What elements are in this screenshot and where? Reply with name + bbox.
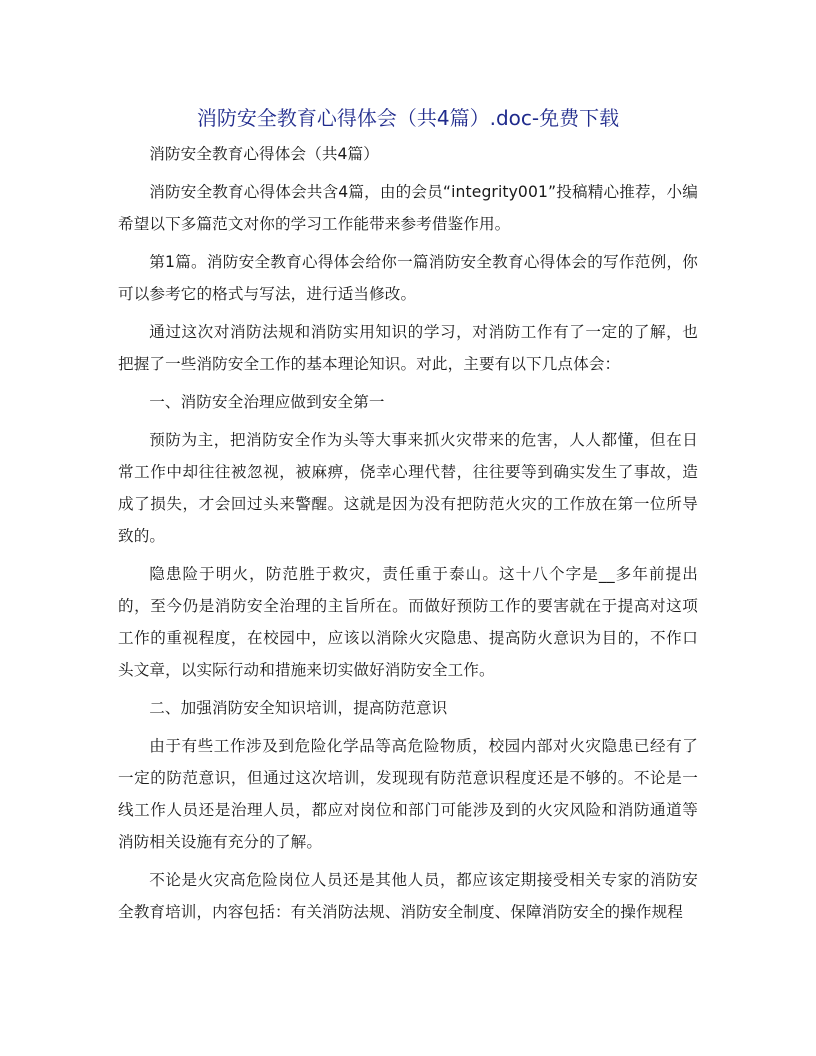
paragraph-part-1: 第1篇。消防安全教育心得体会给你一篇消防安全教育心得体会的写作范例，你可以参考它的格式与写法，进行适当修改。 [118, 253, 698, 303]
paragraph-subtitle: 消防安全教育心得体会（共4篇） [149, 145, 379, 163]
paragraph-intro: 消防安全教育心得体会共含4篇，由的会员“integrity001”投稿精心推荐，小编希望以下多篇范文对你的学习工作能带来参考借鉴作用。 [118, 183, 698, 233]
paragraph-hazards: 隐患险于明火，防范胜于救灾，责任重于泰山。这十八个字是__多年前提出的，至今仍是消防安全治理的主旨所在。而做好预防工作的要害就在于提高对这项工作的重视程度，在校园中，应该以消除火灾隐患、提高防火意识为目的，不作口头文章，以实际行动和措施来切实做好消防安全工作。 [118, 565, 698, 679]
paragraph-training: 由于有些工作涉及到危险化学品等高危险物质，校园内部对火灾隐患已经有了一定的防范意识，但通过这次培训，发现现有防范意识程度还是不够的。不论是一线工作人员还是治理人员，都应对岗位和部门可能涉及到的火灾风险和消防通道等消防相关设施有充分的了解。 [118, 737, 698, 851]
document-title: 消防安全教育心得体会（共4篇）.doc-免费下载 [196, 106, 620, 130]
paragraph-prevention: 预防为主，把消防安全作为头等大事来抓火灾带来的危害，人人都懂，但在日常工作中却往往被忽视，被麻痹，侥幸心理代替，往往要等到确实发生了事故，造成了损失，才会回过头来警醒。这就是因为没有把防范火灾的工作放在第一位所导致的。 [118, 431, 698, 545]
paragraph-education: 不论是火灾高危险岗位人员还是其他人员，都应该定期接受相关专家的消防安全教育培训，内容包括：有关消防法规、消防安全制度、保障消防安全的操作规程 [118, 871, 698, 921]
section-heading-2: 二、加强消防安全知识培训，提高防范意识 [149, 699, 448, 717]
paragraph-study: 通过这次对消防法规和消防实用知识的学习，对消防工作有了一定的了解，也把握了一些消防安全工作的基本理论知识。对此，主要有以下几点体会： [118, 323, 698, 373]
section-heading-1: 一、消防安全治理应做到安全第一 [149, 393, 385, 411]
document-body [118, 138, 698, 928]
